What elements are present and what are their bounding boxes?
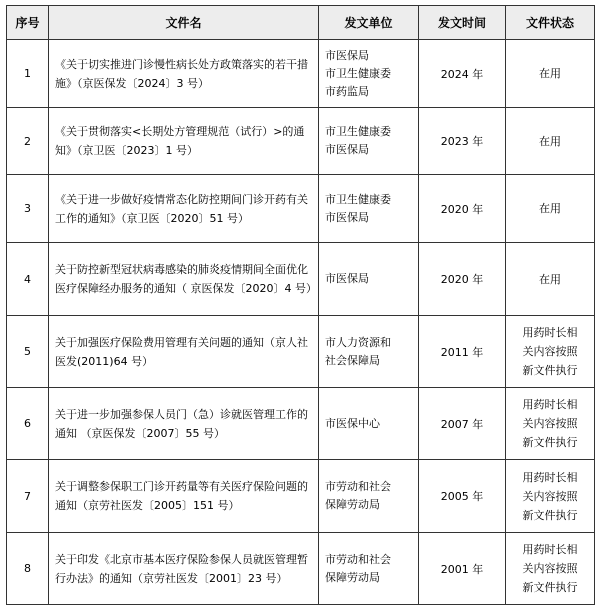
row-no: 6 xyxy=(7,388,49,460)
row-no: 5 xyxy=(7,316,49,388)
document-table xyxy=(6,5,595,605)
row-time: 2024 年 xyxy=(419,40,506,108)
row-status: 在用 xyxy=(506,40,595,108)
table-row xyxy=(7,175,595,243)
row-title: 《关于贯彻落实<长期处方管理规范（试行）>的通知》（京卫医〔2023〕1 号） xyxy=(49,108,319,175)
row-unit: 市医保中心 xyxy=(319,388,419,460)
row-unit: 市人力资源和 社会保障局 xyxy=(319,316,419,388)
row-status: 在用 xyxy=(506,243,595,316)
row-time: 2011 年 xyxy=(419,316,506,388)
row-time: 2023 年 xyxy=(419,108,506,175)
row-no: 3 xyxy=(7,175,49,243)
row-no: 2 xyxy=(7,108,49,175)
row-title: 《关于进一步做好疫情常态化防控期间门诊开药有关工作的通知》（京卫医〔2020〕51 号） xyxy=(49,175,319,243)
header-title: 文件名 xyxy=(49,6,319,40)
row-status: 在用 xyxy=(506,108,595,175)
table-row xyxy=(7,108,595,175)
row-title: 关于防控新型冠状病毒感染的肺炎疫情期间全面优化医疗保障经办服务的通知（ 京医保发〔2020〕4 号） xyxy=(49,243,319,316)
header-time: 发文时间 xyxy=(419,6,506,40)
row-unit: 市卫生健康委 市医保局 xyxy=(319,175,419,243)
row-status: 在用 xyxy=(506,175,595,243)
header-no: 序号 xyxy=(7,6,49,40)
row-title: 关于进一步加强参保人员门（急）诊就医管理工作的通知 （京医保发〔2007〕55 号） xyxy=(49,388,319,460)
table-row xyxy=(7,316,595,388)
table-row xyxy=(7,243,595,316)
row-title: 关于印发《北京市基本医疗保险参保人员就医管理暂行办法》的通知（京劳社医发〔2001〕23 号） xyxy=(49,533,319,605)
row-unit: 市医保局 市卫生健康委 市药监局 xyxy=(319,40,419,108)
header-unit: 发文单位 xyxy=(319,6,419,40)
row-title: 《关于切实推进门诊慢性病长处方政策落实的若干措施》（京医保发〔2024〕3 号） xyxy=(49,40,319,108)
row-time: 2007 年 xyxy=(419,388,506,460)
row-no: 7 xyxy=(7,460,49,533)
table-row xyxy=(7,40,595,108)
row-unit: 市劳动和社会 保障劳动局 xyxy=(319,460,419,533)
row-time: 2020 年 xyxy=(419,175,506,243)
table-row xyxy=(7,460,595,533)
row-no: 8 xyxy=(7,533,49,605)
row-time: 2020 年 xyxy=(419,243,506,316)
row-title: 关于加强医疗保险费用管理有关问题的通知（京人社医发(2011)64 号） xyxy=(49,316,319,388)
row-time: 2005 年 xyxy=(419,460,506,533)
row-status: 用药时长相 关内容按照 新文件执行 xyxy=(506,460,595,533)
row-title: 关于调整参保职工门诊开药量等有关医疗保险问题的 通知（京劳社医发〔2005〕151 号） xyxy=(49,460,319,533)
row-status: 用药时长相 关内容按照 新文件执行 xyxy=(506,316,595,388)
row-status: 用药时长相 关内容按照 新文件执行 xyxy=(506,388,595,460)
row-no: 1 xyxy=(7,40,49,108)
row-unit: 市劳动和社会 保障劳动局 xyxy=(319,533,419,605)
row-unit: 市卫生健康委 市医保局 xyxy=(319,108,419,175)
table-header-row xyxy=(7,6,595,40)
row-time: 2001 年 xyxy=(419,533,506,605)
header-status: 文件状态 xyxy=(506,6,595,40)
row-unit: 市医保局 xyxy=(319,243,419,316)
table-row xyxy=(7,533,595,605)
row-status: 用药时长相 关内容按照 新文件执行 xyxy=(506,533,595,605)
row-no: 4 xyxy=(7,243,49,316)
table-row xyxy=(7,388,595,460)
